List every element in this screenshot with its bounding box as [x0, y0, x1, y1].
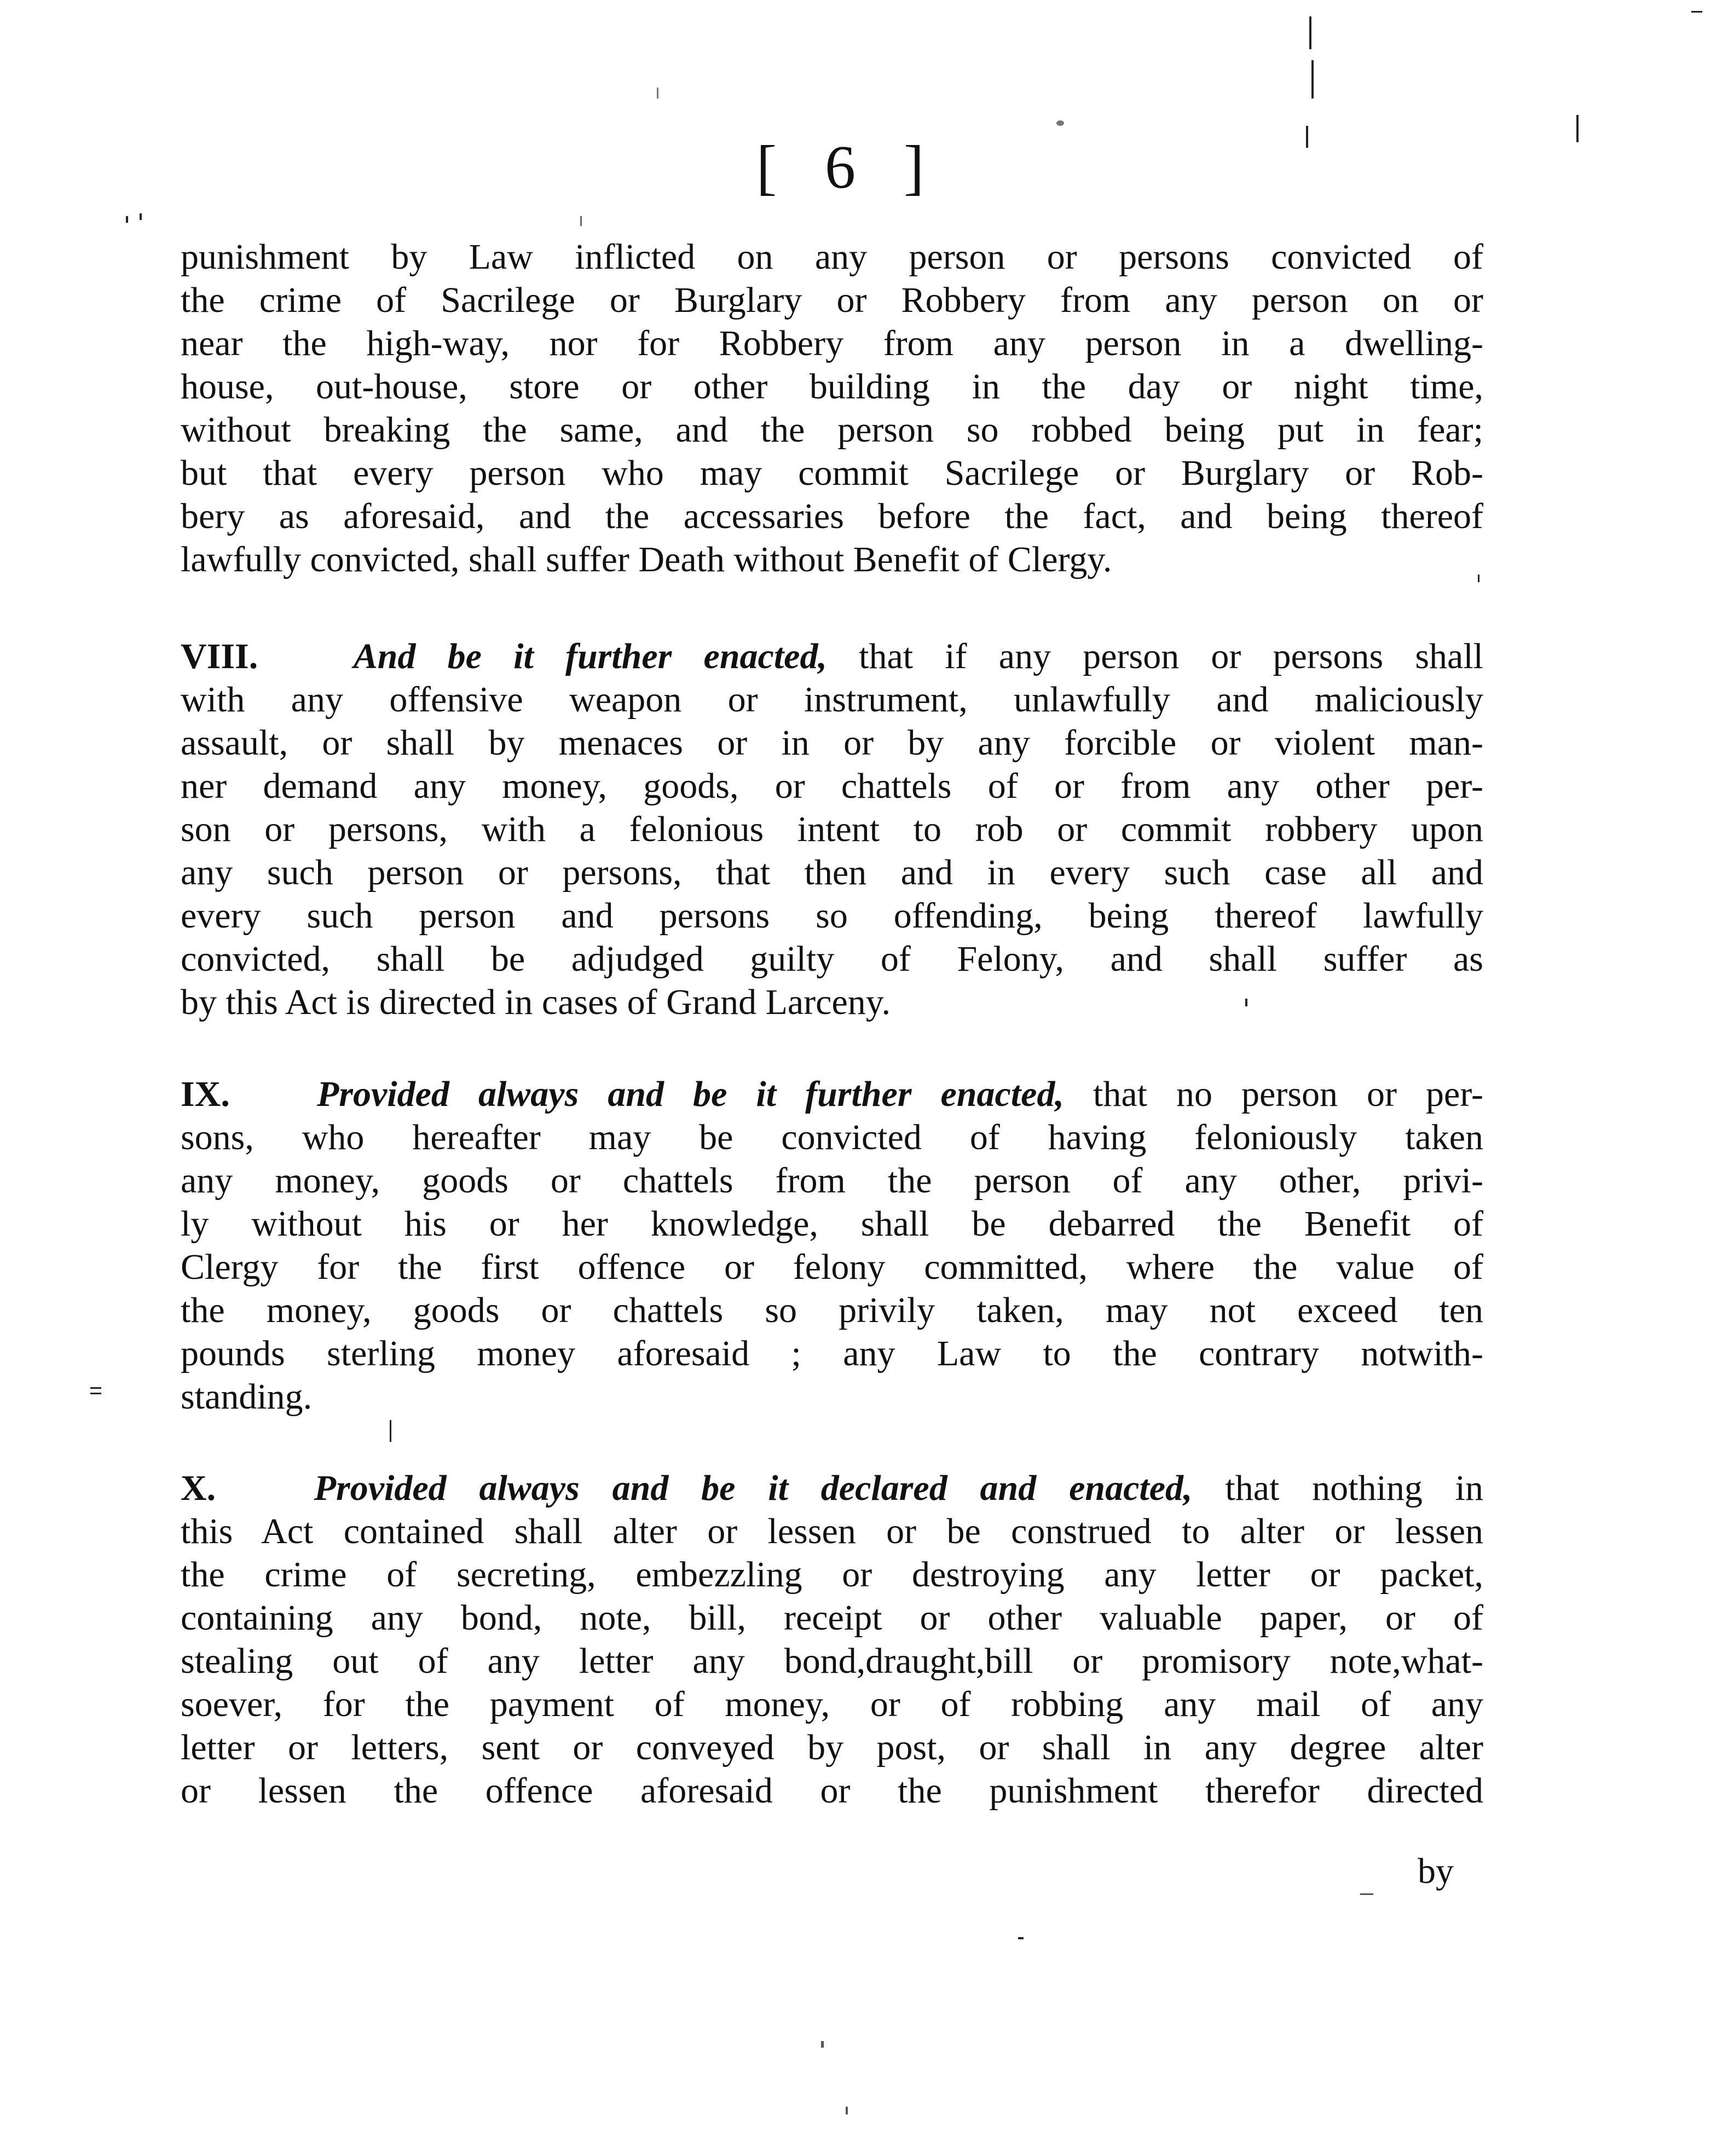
text-line: stealing out of any letter any bond,draught,bill or promisory note,what-	[181, 1641, 1483, 1681]
scan-mark	[1309, 16, 1311, 49]
text-line: son or persons, with a felonious intent to rob or commit robbery upon	[181, 809, 1483, 849]
text-line: any money, goods or chattels from the person of any other, privi-	[181, 1161, 1483, 1201]
scan-mark	[1018, 1937, 1024, 1939]
text-line: but that every person who may commit Sacrilege or Burglary or Rob-	[181, 453, 1483, 493]
text-line: ly without his or her knowledge, shall be debarred the Benefit of	[181, 1204, 1483, 1244]
text-line: letter or letters, sent or conveyed by post, or shall in any degree alter	[181, 1728, 1483, 1767]
section-lead: Provided always and be it declared and enacted,	[314, 1468, 1193, 1508]
section-lead: And be it further enacted,	[353, 636, 827, 676]
scan-mark	[1576, 115, 1579, 142]
scan-mark	[90, 1393, 101, 1394]
scan-mark	[1691, 11, 1702, 13]
scan-mark	[657, 88, 658, 98]
text-line: containing any bond, note, bill, receipt or other valuable paper, or of	[181, 1598, 1483, 1638]
scan-mark	[1056, 120, 1064, 126]
text-line: sons, who hereafter may be convicted of having feloniously taken	[181, 1117, 1483, 1157]
text-line: without breaking the same, and the person so robbed being put in fear;	[181, 410, 1483, 450]
scan-mark	[390, 1420, 391, 1442]
section-x	[181, 1467, 1483, 1812]
text-line: pounds sterling money aforesaid ; any Law to the contrary notwith-	[181, 1334, 1483, 1373]
text-line: the crime of secreting, embezzling or destroying any letter or packet,	[181, 1555, 1483, 1595]
section-label: X.	[181, 1468, 216, 1508]
scan-mark	[821, 2041, 824, 2048]
text-line: or lessen the offence aforesaid or the punishment therefor directed	[181, 1771, 1483, 1811]
scan-mark	[1478, 575, 1479, 582]
scan-mark	[140, 213, 142, 220]
text-line: this Act contained shall alter or lessen or be construed to alter or lessen	[181, 1511, 1483, 1551]
section-first-line	[181, 1073, 1483, 1116]
scan-mark	[580, 216, 582, 226]
text-line: Clergy for the first offence or felony committed, where the value of	[181, 1247, 1483, 1287]
scan-mark	[90, 1387, 101, 1389]
scan-mark	[1245, 999, 1247, 1006]
section-label: VIII.	[181, 636, 258, 676]
text-line: house, out-house, store or other building in the day or night time,	[181, 367, 1483, 407]
text-line: the money, goods or chattels so privily taken, may not exceed ten	[181, 1290, 1483, 1330]
scan-mark	[126, 216, 128, 223]
section-first-line-rest: that nothing in	[1192, 1468, 1484, 1508]
text-line: every such person and persons so offending, being thereof lawfully	[181, 896, 1483, 936]
text-line: lawfully convicted, shall suffer Death without Benefit of Clergy.	[181, 540, 1112, 579]
scan-mark	[846, 2107, 848, 2114]
text-line: any such person or persons, that then and in every such case all and	[181, 853, 1483, 892]
section-first-line	[181, 635, 1483, 678]
section-lead: Provided always and be it further enacted,	[316, 1074, 1064, 1114]
section-first-line-rest: that if any person or persons shall	[826, 636, 1484, 676]
text-line: soever, for the payment of money, or of robbing any mail of any	[181, 1684, 1483, 1724]
text-line: near the high-way, nor for Robbery from any person in a dwelling-	[181, 323, 1483, 363]
section-first-line	[181, 1467, 1483, 1510]
text-line: with any offensive weapon or instrument, unlawfully and maliciously	[181, 680, 1483, 720]
text-line: bery as aforesaid, and the accessaries before the fact, and being thereof	[181, 496, 1483, 536]
scan-mark	[1306, 126, 1308, 148]
catchword: by	[1418, 1851, 1454, 1891]
text-line: the crime of Sacrilege or Burglary or Robbery from any person on or	[181, 280, 1483, 320]
paragraph-continuation	[181, 235, 1483, 581]
text-line: punishment by Law inflicted on any person or persons convicted of	[181, 237, 1483, 277]
section-label: IX.	[181, 1074, 230, 1114]
text-line: assault, or shall by menaces or in or by any forcible or violent man-	[181, 723, 1483, 763]
scan-mark	[1360, 1893, 1373, 1895]
text-line: by this Act is directed in cases of Grand Larceny.	[181, 982, 891, 1022]
text-line: standing.	[181, 1377, 313, 1417]
page-number: [ 6 ]	[756, 134, 941, 201]
section-first-line-rest: that no person or per-	[1063, 1074, 1483, 1114]
text-line: ner demand any money, goods, or chattels of or from any other per-	[181, 766, 1483, 806]
section-ix	[181, 1073, 1483, 1418]
text-line: convicted, shall be adjudged guilty of Felony, and shall suffer as	[181, 939, 1483, 979]
section-viii	[181, 635, 1483, 1024]
scan-mark	[1311, 60, 1314, 98]
